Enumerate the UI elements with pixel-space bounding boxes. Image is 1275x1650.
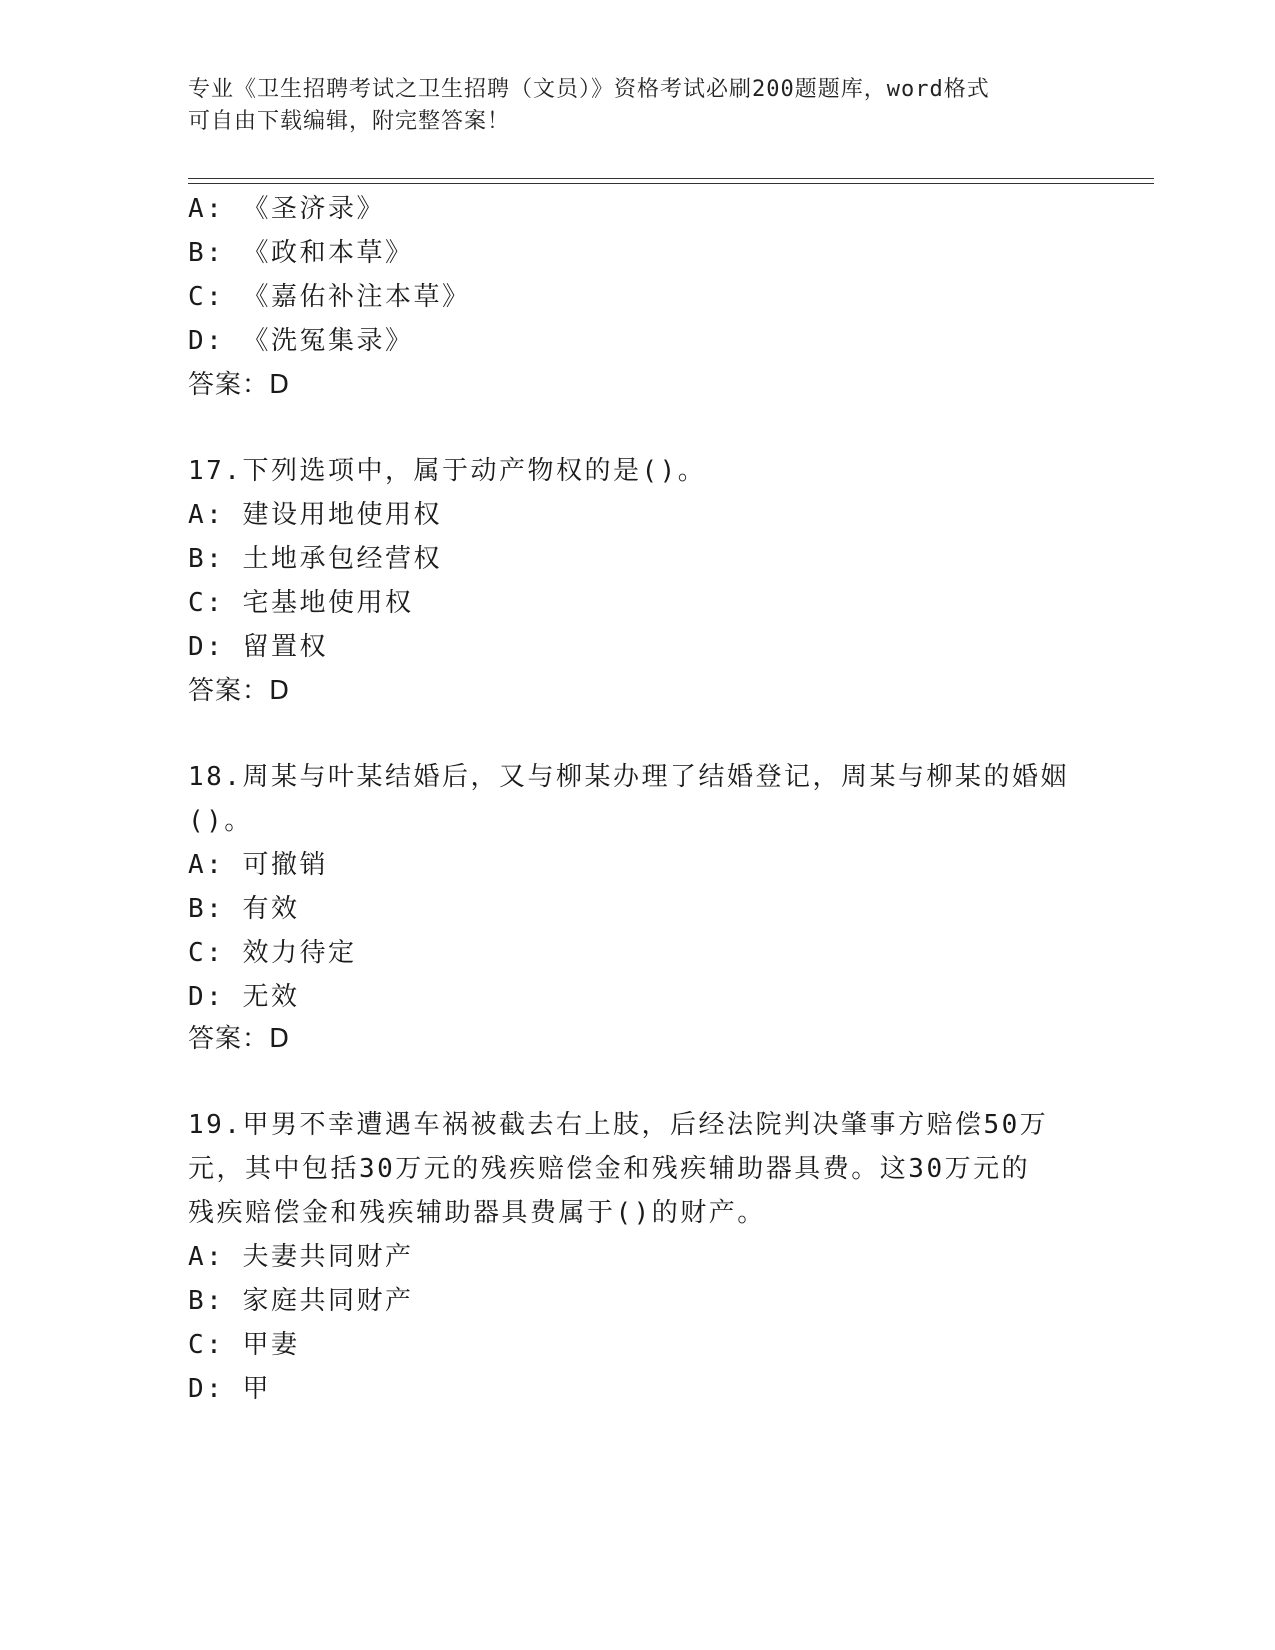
q19-question-line-3: 残疾赔偿金和残疾辅助器具费属于()的财产。 [188,1198,766,1228]
q18-question-line-2: ()。 [188,806,253,836]
document-header [188,74,1068,138]
header-line-1: 专业《卫生招聘考试之卫生招聘（文员）》资格考试必刷200题题库，word格式 [188,77,990,102]
q19-question-line-2: 元，其中包括30万元的残疾赔偿金和残疾辅助器具费。这30万元的 [188,1154,1031,1184]
q19-option-d: D: 甲 [188,1374,271,1404]
q17-option-d: D: 留置权 [188,632,328,662]
q18-option-a: A: 可撤销 [188,850,328,880]
q18-answer: 答案：D [188,1024,291,1054]
q16-option-c: C: 《嘉佑补注本草》 [188,282,471,312]
q16-option-a: A: 《圣济录》 [188,194,385,224]
q16-answer: 答案：D [188,370,291,400]
header-divider-bottom [188,183,1154,184]
q19-question-line-1: 19.甲男不幸遭遇车祸被截去右上肢，后经法院判决肇事方赔偿50万 [188,1110,1049,1140]
header-line-2: 可自由下载编辑，附完整答案！ [188,109,511,134]
q16-option-d: D: 《洗冤集录》 [188,326,414,356]
q18-option-b: B: 有效 [188,894,300,924]
q17-option-c: C: 宅基地使用权 [188,588,414,618]
header-divider-top [188,178,1154,179]
q18-question-line-1: 18.周某与叶某结婚后，又与柳某办理了结婚登记，周某与柳某的婚姻 [188,762,1069,792]
q18-option-c: C: 效力待定 [188,938,357,968]
q18-option-d: D: 无效 [188,982,300,1012]
q17-option-b: B: 土地承包经营权 [188,544,442,574]
q19-option-b: B: 家庭共同财产 [188,1286,414,1316]
q19-option-a: A: 夫妻共同财产 [188,1242,414,1272]
q17-answer: 答案：D [188,676,291,706]
q17-question: 17.下列选项中，属于动产物权的是()。 [188,456,707,486]
q16-option-b: B: 《政和本草》 [188,238,414,268]
q17-option-a: A: 建设用地使用权 [188,500,442,530]
q19-option-c: C: 甲妻 [188,1330,300,1360]
